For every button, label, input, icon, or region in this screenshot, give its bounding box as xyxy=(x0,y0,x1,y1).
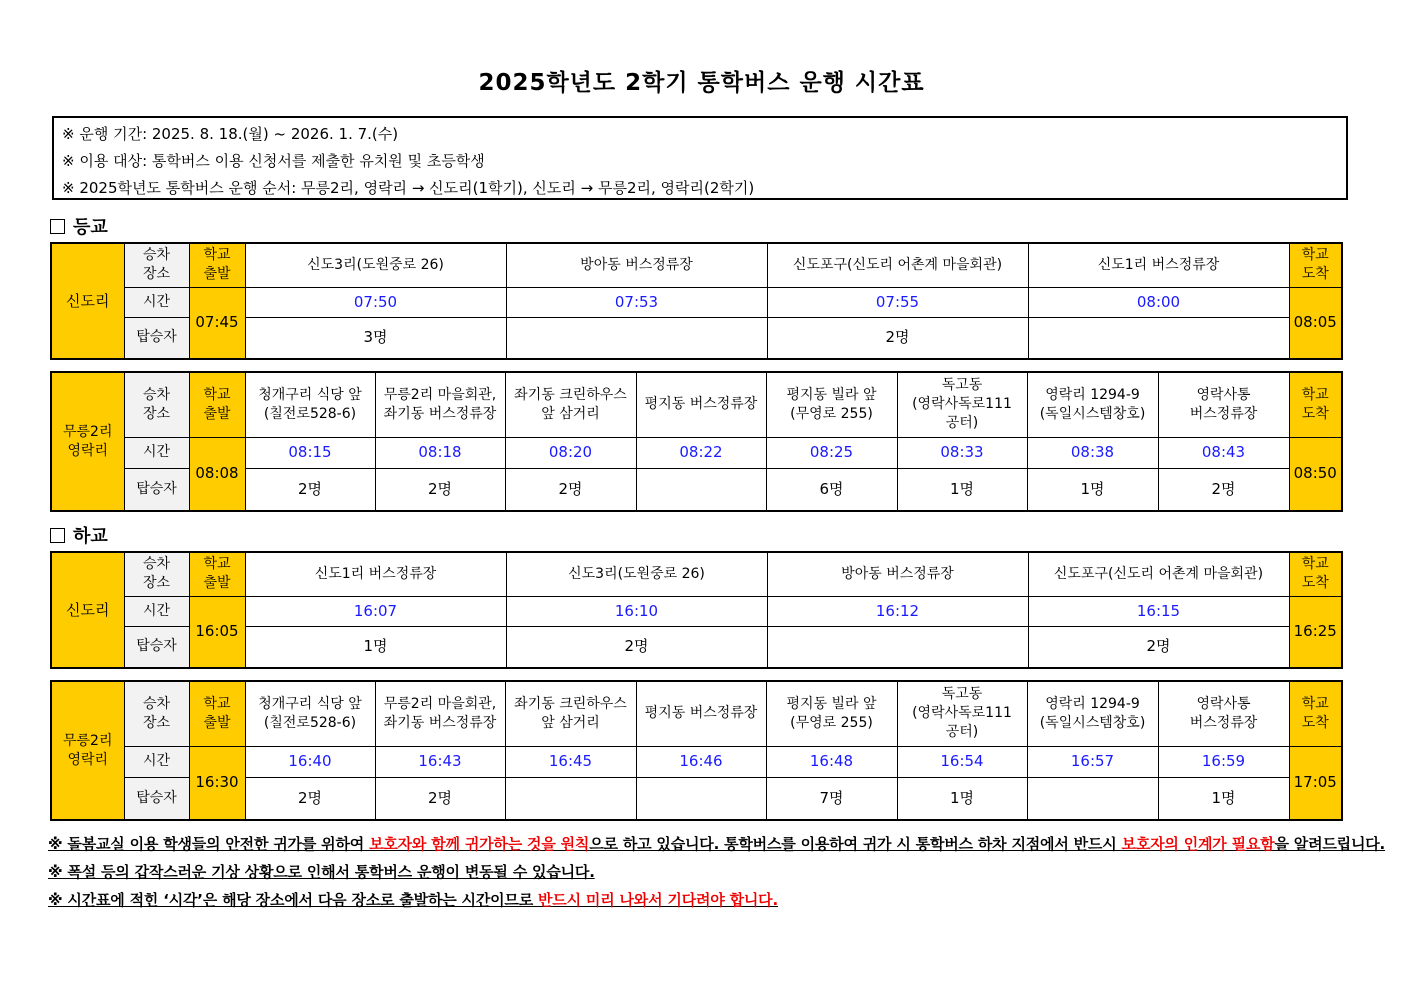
stop-4: 신도1리 버스정류장 xyxy=(1028,243,1289,287)
notice-box xyxy=(52,116,1348,200)
stop-7: 영락리 1294-9 (독일시스템창호) xyxy=(1027,372,1158,437)
riders-4 xyxy=(636,468,766,511)
notice-period: ※ 운행 기간: 2025. 8. 18.(월) ~ 2026. 1. 7.(수) xyxy=(62,125,399,143)
stop-2: 무릉2리 마을회관, 좌기동 버스정류장 xyxy=(375,372,505,437)
time-2: 16:43 xyxy=(375,746,505,777)
time-6: 16:54 xyxy=(897,746,1027,777)
stop-5: 평지동 빌라 앞 (무영로 255) xyxy=(766,681,897,746)
riders-2: 2명 xyxy=(375,468,505,511)
riders-1: 1명 xyxy=(245,626,506,668)
school-arrive-label: 학교 도착 xyxy=(1289,243,1342,287)
time-2: 08:18 xyxy=(375,437,505,468)
depart-time: 16:05 xyxy=(189,596,245,668)
school-depart-label: 학교 출발 xyxy=(189,243,245,287)
time-6: 08:33 xyxy=(897,437,1027,468)
time-label: 시간 xyxy=(124,287,189,317)
riders-3 xyxy=(505,777,636,820)
time-1: 16:40 xyxy=(245,746,375,777)
time-8: 16:59 xyxy=(1158,746,1289,777)
riders-5: 6명 xyxy=(766,468,897,511)
time-4: 16:46 xyxy=(636,746,766,777)
riders-6: 1명 xyxy=(897,468,1027,511)
riders-8: 1명 xyxy=(1158,777,1289,820)
boarding-place-label: 승차 장소 xyxy=(124,372,189,437)
area-label: 신도리 xyxy=(51,243,124,359)
table-afternoon-mureung xyxy=(50,680,1343,821)
stop-3: 방아동 버스정류장 xyxy=(767,552,1028,596)
stop-2: 무릉2리 마을회관, 좌기동 버스정류장 xyxy=(375,681,505,746)
riders-1: 3명 xyxy=(245,317,506,359)
time-1: 07:50 xyxy=(245,287,506,317)
school-arrive-label: 학교 도착 xyxy=(1289,681,1342,746)
time-5: 08:25 xyxy=(766,437,897,468)
time-1: 08:15 xyxy=(245,437,375,468)
time-label: 시간 xyxy=(124,596,189,626)
school-arrive-label: 학교 도착 xyxy=(1289,552,1342,596)
riders-3: 2명 xyxy=(767,317,1028,359)
riders-7: 1명 xyxy=(1027,468,1158,511)
riders-5: 7명 xyxy=(766,777,897,820)
riders-3: 2명 xyxy=(505,468,636,511)
stop-3: 좌기동 크린하우스 앞 삼거리 xyxy=(505,372,636,437)
riders-6: 1명 xyxy=(897,777,1027,820)
stop-2: 방아동 버스정류장 xyxy=(506,243,767,287)
time-4: 08:00 xyxy=(1028,287,1289,317)
stop-1: 청개구리 식당 앞 (칠전로528-6) xyxy=(245,681,375,746)
page-title: 2025학년도 2학기 통학버스 운행 시간표 xyxy=(478,70,925,96)
time-4: 08:22 xyxy=(636,437,766,468)
time-label: 시간 xyxy=(124,437,189,468)
arrive-time: 08:05 xyxy=(1289,287,1342,359)
stop-4: 신도포구(신도리 어촌계 마을회관) xyxy=(1028,552,1289,596)
time-8: 08:43 xyxy=(1158,437,1289,468)
stop-5: 평지동 빌라 앞 (무영로 255) xyxy=(766,372,897,437)
riders-1: 2명 xyxy=(245,777,375,820)
time-3: 16:12 xyxy=(767,596,1028,626)
riders-4: 2명 xyxy=(1028,626,1289,668)
riders-7 xyxy=(1027,777,1158,820)
riders-8: 2명 xyxy=(1158,468,1289,511)
riders-label: 탑승자 xyxy=(124,777,189,820)
riders-2 xyxy=(506,317,767,359)
section-afternoon-label: 하교 xyxy=(73,526,108,547)
stop-2: 신도3리(도원중로 26) xyxy=(506,552,767,596)
stop-4: 평지동 버스정류장 xyxy=(636,372,766,437)
riders-2: 2명 xyxy=(375,777,505,820)
time-7: 16:57 xyxy=(1027,746,1158,777)
riders-3 xyxy=(767,626,1028,668)
stop-6: 독고동 (영락사독로111 공터) xyxy=(897,681,1027,746)
stop-6: 독고동 (영락사독로111 공터) xyxy=(897,372,1027,437)
time-2: 07:53 xyxy=(506,287,767,317)
time-5: 16:48 xyxy=(766,746,897,777)
school-arrive-label: 학교 도착 xyxy=(1289,372,1342,437)
note-weather: ※ 폭설 등의 갑작스러운 기상 상황으로 인해서 통학버스 운행이 변동될 수 있습니다. xyxy=(48,863,595,881)
time-3: 08:20 xyxy=(505,437,636,468)
stop-8: 영락사통 버스정류장 xyxy=(1158,372,1289,437)
area-label: 신도리 xyxy=(51,552,124,668)
riders-2: 2명 xyxy=(506,626,767,668)
checkbox-square-icon xyxy=(50,219,65,234)
time-3: 07:55 xyxy=(767,287,1028,317)
time-3: 16:45 xyxy=(505,746,636,777)
time-4: 16:15 xyxy=(1028,596,1289,626)
arrive-time: 08:50 xyxy=(1289,437,1342,511)
arrive-time: 16:25 xyxy=(1289,596,1342,668)
stop-4: 평지동 버스정류장 xyxy=(636,681,766,746)
school-depart-label: 학교 출발 xyxy=(189,552,245,596)
boarding-place-label: 승차 장소 xyxy=(124,681,189,746)
depart-time: 08:08 xyxy=(189,437,245,511)
stop-1: 신도3리(도원중로 26) xyxy=(245,243,506,287)
note-guardian: ※ 돌봄교실 이용 학생들의 안전한 귀가를 위하여 보호자와 함께 귀가하는 것을 원칙으로 하고 있습니다. 통학버스를 이용하여 귀가 시 통학버스 하차 지점에서 반드시 보호자의 인계가 필요함을 알려드립니다. xyxy=(48,835,1386,853)
section-morning xyxy=(50,213,108,239)
riders-1: 2명 xyxy=(245,468,375,511)
depart-time: 16:30 xyxy=(189,746,245,820)
notice-target: ※ 이용 대상: 통학버스 이용 신청서를 제출한 유치원 및 초등학생 xyxy=(62,152,485,170)
section-afternoon xyxy=(50,522,108,548)
time-1: 16:07 xyxy=(245,596,506,626)
school-depart-label: 학교 출발 xyxy=(189,681,245,746)
stop-8: 영락사통 버스정류장 xyxy=(1158,681,1289,746)
riders-label: 탑승자 xyxy=(124,626,189,668)
time-7: 08:38 xyxy=(1027,437,1158,468)
riders-label: 탑승자 xyxy=(124,317,189,359)
riders-label: 탑승자 xyxy=(124,468,189,511)
stop-3: 신도포구(신도리 어촌계 마을회관) xyxy=(767,243,1028,287)
area-label: 무릉2리 영락리 xyxy=(51,372,124,511)
stop-7: 영락리 1294-9 (독일시스템창호) xyxy=(1027,681,1158,746)
notice-order: ※ 2025학년도 통학버스 운행 순서: 무릉2리, 영락리 → 신도리(1학기), 신도리 → 무릉2리, 영락리(2학기) xyxy=(62,179,755,197)
table-morning-mureung xyxy=(50,371,1343,512)
depart-time: 07:45 xyxy=(189,287,245,359)
boarding-place-label: 승차 장소 xyxy=(124,552,189,596)
stop-1: 신도1리 버스정류장 xyxy=(245,552,506,596)
note-time: ※ 시간표에 적힌 ‘시각’은 해당 장소에서 다음 장소로 출발하는 시간이므로 반드시 미리 나와서 기다려야 합니다. xyxy=(48,891,778,909)
time-2: 16:10 xyxy=(506,596,767,626)
riders-4 xyxy=(636,777,766,820)
boarding-place-label: 승차 장소 xyxy=(124,243,189,287)
school-depart-label: 학교 출발 xyxy=(189,372,245,437)
stop-1: 청개구리 식당 앞 (칠전로528-6) xyxy=(245,372,375,437)
section-morning-label: 등교 xyxy=(73,217,108,238)
stop-3: 좌기동 크린하우스 앞 삼거리 xyxy=(505,681,636,746)
notes xyxy=(48,830,1386,914)
table-morning-shindo xyxy=(50,242,1343,360)
arrive-time: 17:05 xyxy=(1289,746,1342,820)
checkbox-square-icon xyxy=(50,528,65,543)
table-afternoon-shindo xyxy=(50,551,1343,669)
riders-4 xyxy=(1028,317,1289,359)
time-label: 시간 xyxy=(124,746,189,777)
area-label: 무릉2리 영락리 xyxy=(51,681,124,820)
